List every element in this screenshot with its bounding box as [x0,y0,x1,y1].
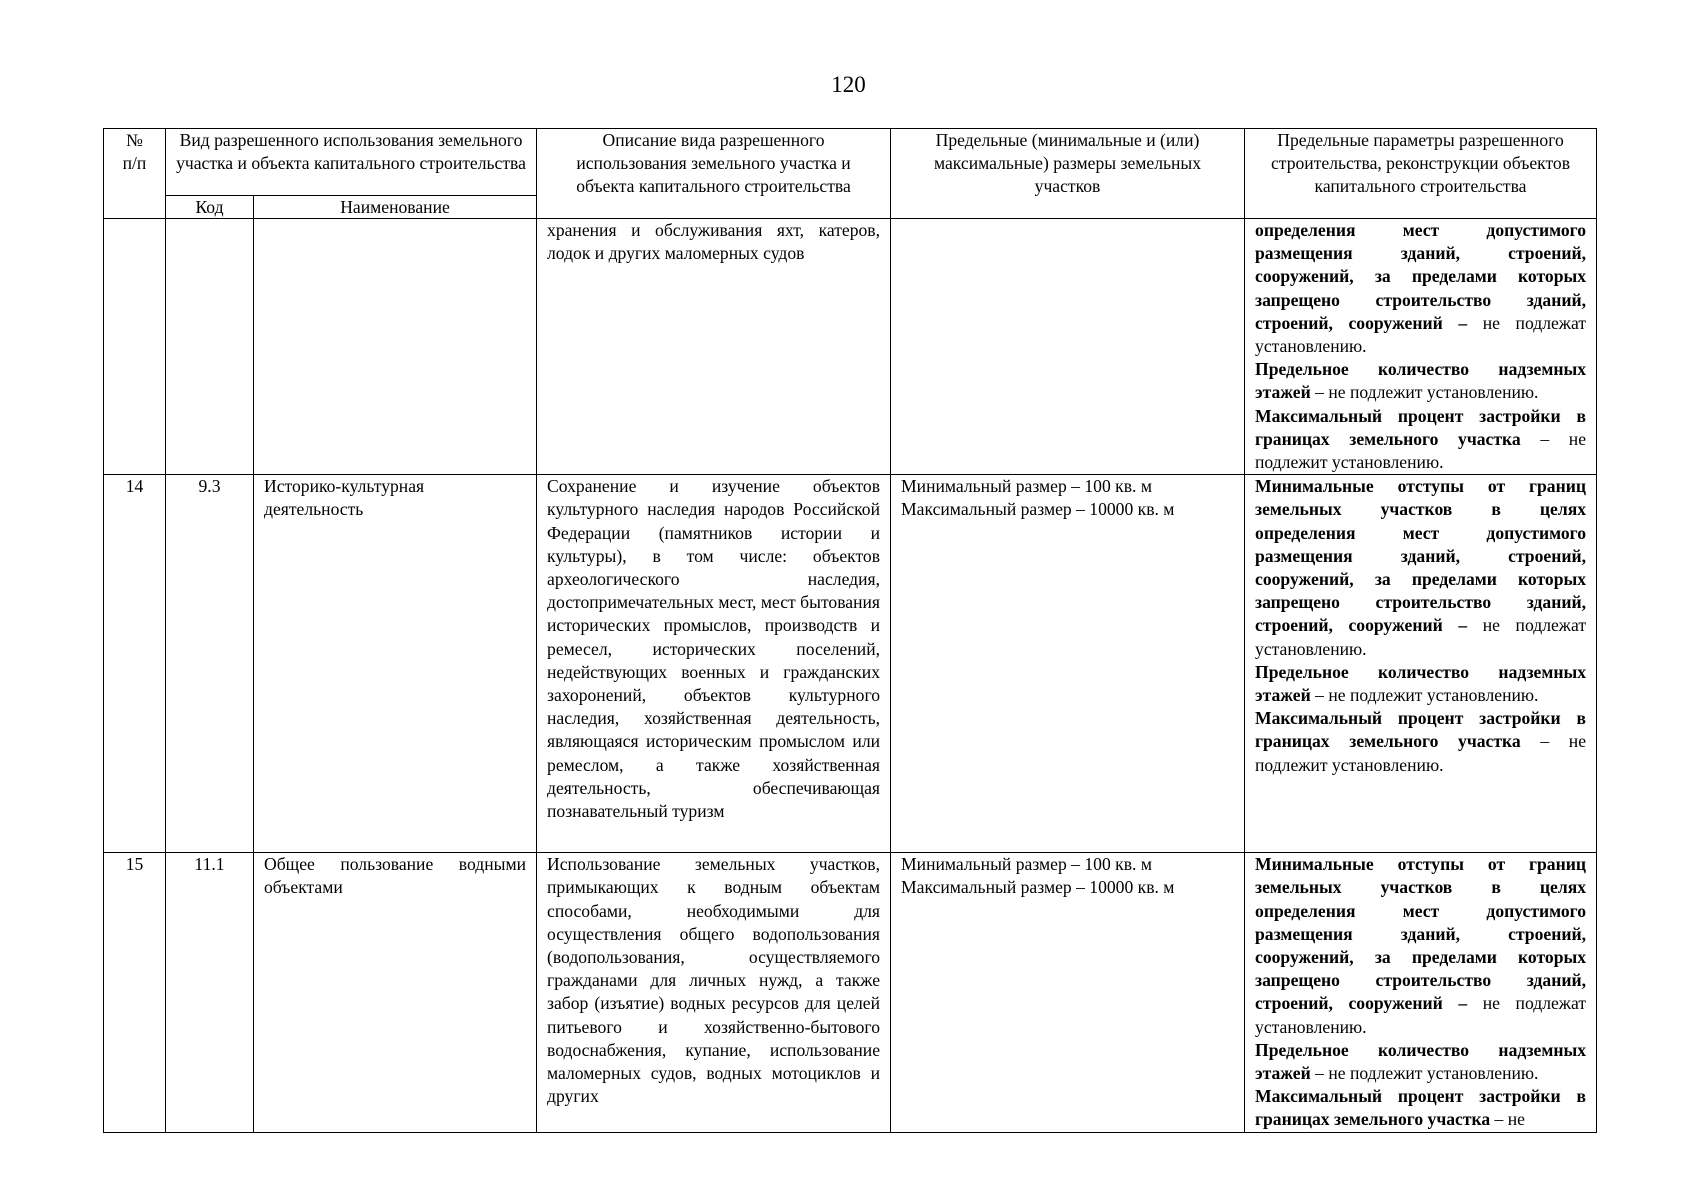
row-sizes [891,219,1245,475]
header-row [104,129,1597,196]
row-code [166,219,254,475]
table-row [104,853,1597,1133]
row-sizes [891,475,1245,853]
header-plot-sizes: Предельные (минимальные и (или) максимальные) размеры земельных участков [891,129,1245,219]
row-params [1245,853,1597,1133]
land-use-table [103,128,1597,1133]
header-num [104,129,166,219]
row-description: Использование земельных участков, примыкающих к водным объектам способами, необходимыми для осуществления общего водопользования (водопользования, осуществляемого гражданами для личных нужд, а также забор (изъятие) водных ресурсов для целей питьевого и хозяйственно-бытового водоснабжения, купание, использование маломерных судов, водных мотоциклов и других [537,853,891,1133]
setbacks-value: не подлежат установлению. [1255,993,1587,1037]
coverage-value: – не подлежит установлению. [1255,428,1587,473]
page-number: 120 [831,72,866,97]
row-description: хранения и обслуживания яхт, катеров, лодок и других маломерных судов [537,219,891,475]
floors-value: – не подлежит установлению. [1310,382,1539,403]
header-code: Код [166,196,254,219]
row-name: Общее пользование водными объектами [254,853,537,1133]
table-row [104,475,1597,853]
row-params [1245,475,1597,853]
coverage-value: – не [1490,1109,1525,1130]
size-max: Максимальный размер – 10000 кв. м [901,877,1175,898]
row-code: 9.3 [166,475,254,853]
setbacks-value: не подлежат установлению. [1255,312,1587,357]
table-row [104,219,1597,475]
row-sizes [891,853,1245,1133]
header-description: Описание вида разрешенного использования земельного участка и объекта капитального строительства [537,129,891,219]
header-name: Наименование [254,196,537,219]
row-params [1245,219,1597,475]
coverage-value: – не подлежит установлению. [1255,731,1587,775]
header-num-line1: № [126,130,143,150]
row-num [104,219,166,475]
row-name: Историко-культурная деятельность [254,475,537,853]
setbacks-value: не подлежат установлению. [1255,615,1587,659]
floors-label: Предельное количество надземных этажей [1255,661,1587,706]
header-build-params: Предельные параметры разрешенного строительства, реконструкции объектов капитального строительства [1245,129,1597,219]
setbacks-label: определения мест допустимого размещения зданий, строений, сооружений, за пределами которых запрещено строительство зданий, строений, сооружений – [1255,220,1587,333]
row-num: 15 [104,853,166,1133]
floors-value: – не подлежит установлению. [1310,1063,1539,1084]
setbacks-label: Минимальные отступы от границ земельных участков в целях определения мест допустимого размещения зданий, строений, сооружений, за пределами которых запрещено строительство зданий, строений, сооружений – [1255,854,1587,1014]
row-name [254,219,537,475]
floors-label: Предельное количество надземных этажей [1255,1039,1587,1084]
floors-value: – не подлежит установлению. [1310,685,1539,706]
row-code: 11.1 [166,853,254,1133]
size-max: Максимальный размер – 10000 кв. м [901,499,1175,520]
floors-label: Предельное количество надземных этажей [1255,359,1587,403]
coverage-label: Максимальный процент застройки в границах земельного участка [1255,1086,1587,1130]
size-min: Минимальный размер – 100 кв. м [901,854,1152,875]
row-description: Сохранение и изучение объектов культурного наследия народов Российской Федерации (памятников истории и культуры), в том числе: объектов археологического наследия, достопримечательных мест, мест бытования исторических промыслов, производств и ремесел, исторических поселений, недействующих военных и гражданских захоронений, объектов культурного наследия, хозяйственная деятельность, являющаяся историческим промыслом или ремеслом, а также хозяйственная деятельность, обеспечивающая познавательный туризм [537,475,891,853]
setbacks-label: Минимальные отступы от границ земельных участков в целях определения мест допустимого размещения зданий, строений, сооружений, за пределами которых запрещено строительство зданий, строений, сооружений – [1255,476,1587,636]
size-min: Минимальный размер – 100 кв. м [901,476,1152,497]
header-use-type: Вид разрешенного использования земельного участка и объекта капитального строительства [166,129,537,196]
coverage-label: Максимальный процент застройки в границах земельного участка [1255,405,1587,449]
row-num: 14 [104,475,166,853]
header-num-line2: п/п [122,153,147,174]
coverage-label: Максимальный процент застройки в границах земельного участка [1255,708,1587,752]
